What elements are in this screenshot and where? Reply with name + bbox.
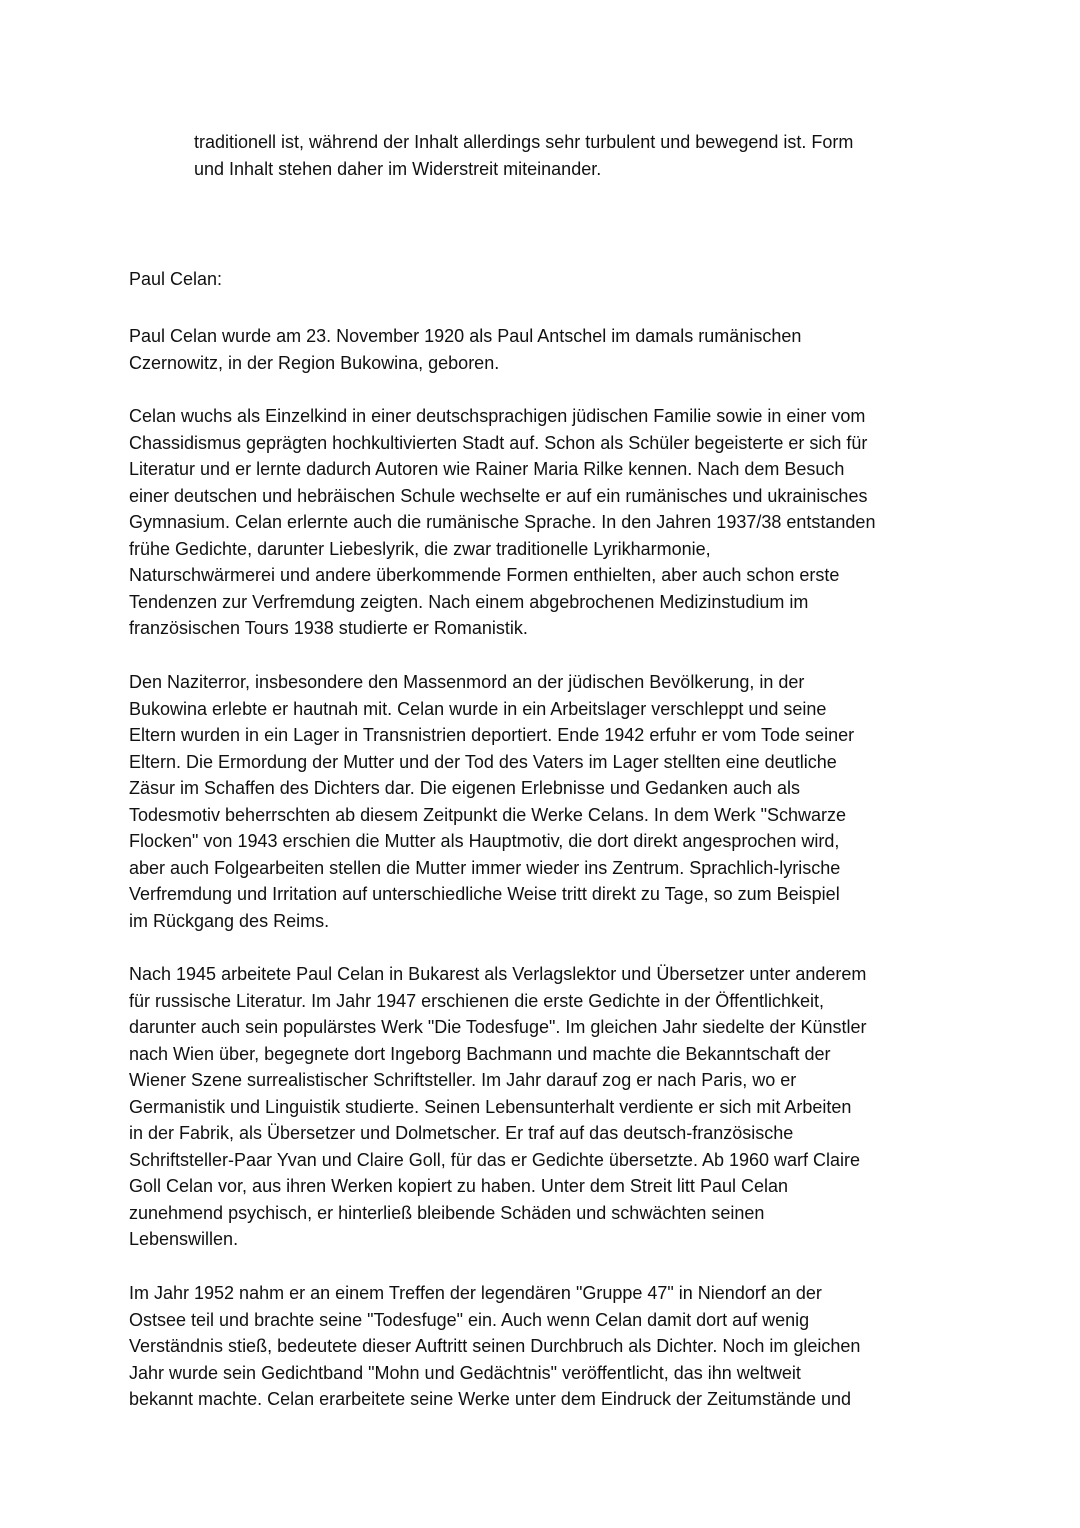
text-line: Czernowitz, in der Region Bukowina, geboren. [129,352,500,373]
text-line: Wiener Szene surrealistischer Schriftsteller. Im Jahr darauf zog er nach Paris, wo er [129,1070,797,1090]
text-line: Zäsur im Schaffen des Dichters dar. Die eigenen Erlebnisse und Gedanken auch als [129,778,801,798]
text-line: Bukowina erlebte er hautnah mit. Celan wurde in ein Arbeitslager verschleppt und seine [129,698,827,719]
text-line: Goll Celan vor, aus ihren Werken kopiert zu haben. Unter dem Streit litt Paul Celan [129,1176,788,1196]
paragraph-gruppe-47 [129,1280,959,1413]
text-line: Schriftsteller-Paar Yvan und Claire Goll, für das er Gedichte übersetzte. Ab 1960 warf Claire [129,1149,861,1170]
text-line: bekannt machte. Celan erarbeitete seine Werke unter dem Eindruck der Zeitumstände und [129,1389,852,1409]
text-line: Gymnasium. Celan erlernte auch die rumänische Sprache. In den Jahren 1937/38 entstanden [129,512,876,532]
text-line: in der Fabrik, als Übersetzer und Dolmetscher. Er traf auf das deutsch-französische [129,1123,794,1143]
paragraph-birth [129,323,959,376]
text-line: Germanistik und Linguistik studierte. Seinen Lebensunterhalt verdiente er sich mit Arbeiten [129,1096,852,1117]
section-heading [129,266,959,293]
text-line: Tendenzen zur Verfremdung zeigten. Nach einem abgebrochenen Medizinstudium im [129,591,809,612]
text-line: und Inhalt stehen daher im Widerstreit miteinander. [194,158,602,179]
text-line: französischen Tours 1938 studierte er Romanistik. [129,618,528,638]
text-line: Naturschwärmerei und andere überkommende Formen enthielten, aber auch schon erste [129,565,840,585]
paragraph-nazi-terror [129,669,959,934]
text-line: aber auch Folgearbeiten stellen die Mutter immer wieder ins Zentrum. Sprachlich-lyrische [129,857,841,878]
text-line: im Rückgang des Reims. [129,910,330,931]
text-line: Celan wuchs als Einzelkind in einer deutschsprachigen jüdischen Familie sowie in einer vom [129,406,866,426]
text-line: Ostsee teil und brachte seine "Todesfuge" ein. Auch wenn Celan damit dort auf wenig [129,1309,810,1330]
text-line: zunehmend psychisch, er hinterließ bleibende Schäden und schwächten seinen [129,1202,765,1223]
paragraph-postwar [129,961,959,1253]
text-line: Im Jahr 1952 nahm er an einem Treffen der legendären "Gruppe 47" in Niendorf an der [129,1283,822,1303]
text-line: einer deutschen und hebräischen Schule wechselte er auf ein rumänisches und ukrainisches [129,485,868,506]
text-line: darunter auch sein populärstes Werk "Die Todesfuge". Im gleichen Jahr siedelte der Künstler [129,1017,867,1037]
text-line: Literatur und er lernte dadurch Autoren wie Rainer Maria Rilke kennen. Nach dem Besuch [129,459,845,479]
text-line: Verständnis stieß, bedeutete dieser Auftritt seinen Durchbruch als Dichter. Noch im gleichen [129,1336,861,1356]
text-line: frühe Gedichte, darunter Liebeslyrik, die zwar traditionelle Lyrikharmonie, [129,538,711,559]
text-line: Jahr wurde sein Gedichtband "Mohn und Gedächtnis" veröffentlicht, das ihn weltweit [129,1362,801,1383]
heading-text: Paul Celan: [129,269,223,289]
continuation-paragraph [194,129,964,182]
text-line: Eltern wurden in ein Lager in Transnistrien deportiert. Ende 1942 erfuhr er vom Tode seiner [129,725,855,745]
text-line: traditionell ist, während der Inhalt allerdings sehr turbulent und bewegend ist. Form [194,132,854,152]
text-line: Nach 1945 arbeitete Paul Celan in Bukarest als Verlagslektor und Übersetzer unter anderem [129,964,867,984]
text-line: Paul Celan wurde am 23. November 1920 als Paul Antschel im damals rumänischen [129,326,802,346]
text-line: Eltern. Die Ermordung der Mutter und der Tod des Vaters im Lager stellten eine deutliche [129,751,837,772]
text-line: nach Wien über, begegnete dort Ingeborg Bachmann und machte die Bekanntschaft der [129,1043,831,1064]
paragraph-childhood [129,403,959,642]
text-line: Flocken" von 1943 erschien die Mutter als Hauptmotiv, die dort direkt angesprochen wird, [129,831,840,851]
text-line: Den Naziterror, insbesondere den Massenmord an der jüdischen Bevölkerung, in der [129,672,805,692]
text-line: Lebenswillen. [129,1229,239,1249]
text-line: Todesmotiv beherrschten ab diesem Zeitpunkt die Werke Celans. In dem Werk "Schwarze [129,804,847,825]
text-line: Verfremdung und Irritation auf unterschiedliche Weise tritt direkt zu Tage, so zum Beispiel [129,884,840,904]
text-line: für russische Literatur. Im Jahr 1947 erschienen die erste Gedichte in der Öffentlichkeit, [129,990,825,1011]
text-line: Chassidismus geprägten hochkultivierten Stadt auf. Schon als Schüler begeisterte er sich für [129,432,868,453]
